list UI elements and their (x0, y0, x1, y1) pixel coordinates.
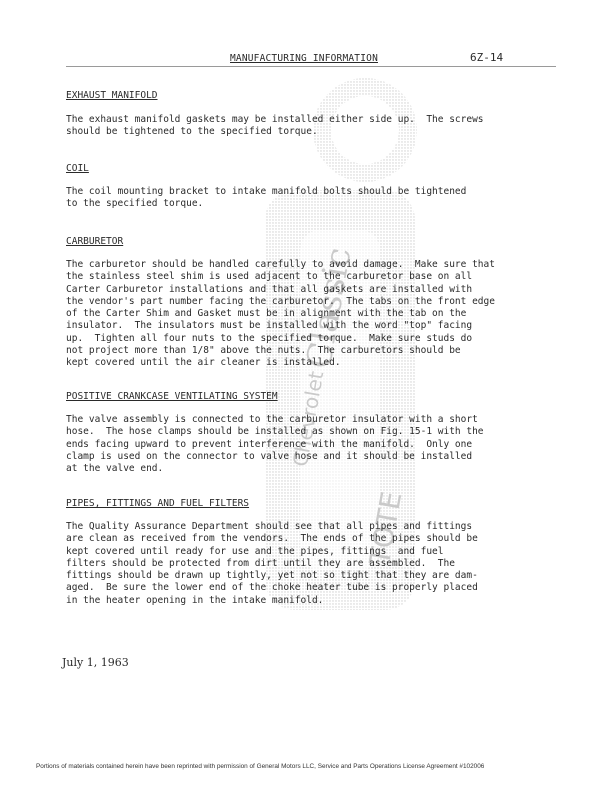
watermark-text-1: Classic (298, 244, 360, 372)
body-line: to the specified torque. (66, 198, 204, 210)
body-line: kept covered until the air cleaner is installed. (66, 357, 341, 369)
body-line: fittings should be drawn up tightly, yet not so tight that they are dam- (66, 570, 478, 582)
header-divider (66, 66, 556, 67)
document-date: July 1, 1963 (62, 656, 129, 669)
body-line: the vendor's part number facing the carburetor. The tabs on the front edge (66, 295, 495, 307)
body-line: The exhaust manifold gaskets may be installed either side up. The screws (66, 114, 484, 125)
header-page-number: 6Z-14 (470, 51, 504, 64)
body-line: clamp is used on the connector to valve hose and it should be installed (66, 450, 473, 462)
body-line: in the heater opening in the intake manifold. (66, 594, 324, 606)
body-line: should be tightened to the specified torque. (66, 126, 318, 138)
section-body-coil (66, 186, 546, 211)
section-body-pipes-fittings (66, 521, 546, 607)
section-body-carburetor (66, 259, 546, 370)
header-title: MANUFACTURING INFORMATION (230, 53, 378, 64)
body-line: kept covered until ready for use and the pipes, fittings and fuel (66, 545, 444, 557)
license-footer: Portions of materials contained herein have been reprinted with permission of General Motors LLC, Service and Parts Operations License Agreement #102006 (36, 763, 485, 770)
section-title-exhaust-manifold: EXHAUST MANIFOLD (66, 90, 158, 101)
section-body-pcv-system (66, 414, 546, 475)
section-title-pcv-system: POSITIVE CRANKCASE VENTILATING SYSTEM (66, 391, 278, 402)
body-line: not project more than 1/8" above the nuts. The carburetors should be (66, 345, 461, 357)
section-title-carburetor: CARBURETOR (66, 236, 124, 247)
body-line: Carter Carburetor installations and that all gaskets are installed with (66, 283, 473, 295)
body-line: of the Carter Shim and Gasket must be in alignment with the tab on the (66, 308, 467, 320)
body-line: insulator. The insulators must be installed with the word "top" facing (66, 320, 473, 332)
section-title-coil: COIL (66, 163, 89, 174)
body-line: up. Tighten all four nuts to the specified torque. Make sure studs do (66, 332, 473, 344)
body-line: ends facing upward to prevent interference with the manifold. Only one (66, 438, 473, 450)
body-line: the stainless steel shim is used adjacent to the carburetor base on all (66, 271, 473, 283)
body-line: The Quality Assurance Department should see that all pipes and fittings (66, 521, 473, 532)
body-line: The coil mounting bracket to intake manifold bolts should be tightened (66, 186, 467, 197)
watermark-text-2: Chevrolet (287, 369, 329, 469)
watermark-text-3: TOTE (362, 489, 409, 568)
body-line: The carburetor should be handled carefully to avoid damage. Make sure that (66, 259, 495, 270)
body-line: filters should be protected from dirt until they are assembled. The (66, 557, 455, 569)
section-body-exhaust-manifold (66, 114, 546, 139)
body-line: hose. The hose clamps should be installed as shown on Fig. 15-1 with the (66, 426, 484, 438)
body-line: The valve assembly is connected to the carburetor insulator with a short (66, 414, 478, 425)
body-line: at the valve end. (66, 463, 164, 475)
section-title-pipes-fittings: PIPES, FITTINGS AND FUEL FILTERS (66, 498, 250, 509)
body-line: aged. Be sure the lower end of the choke heater tube is properly placed (66, 582, 478, 594)
body-line: are clean as received from the vendors. The ends of the pipes should be (66, 533, 478, 545)
